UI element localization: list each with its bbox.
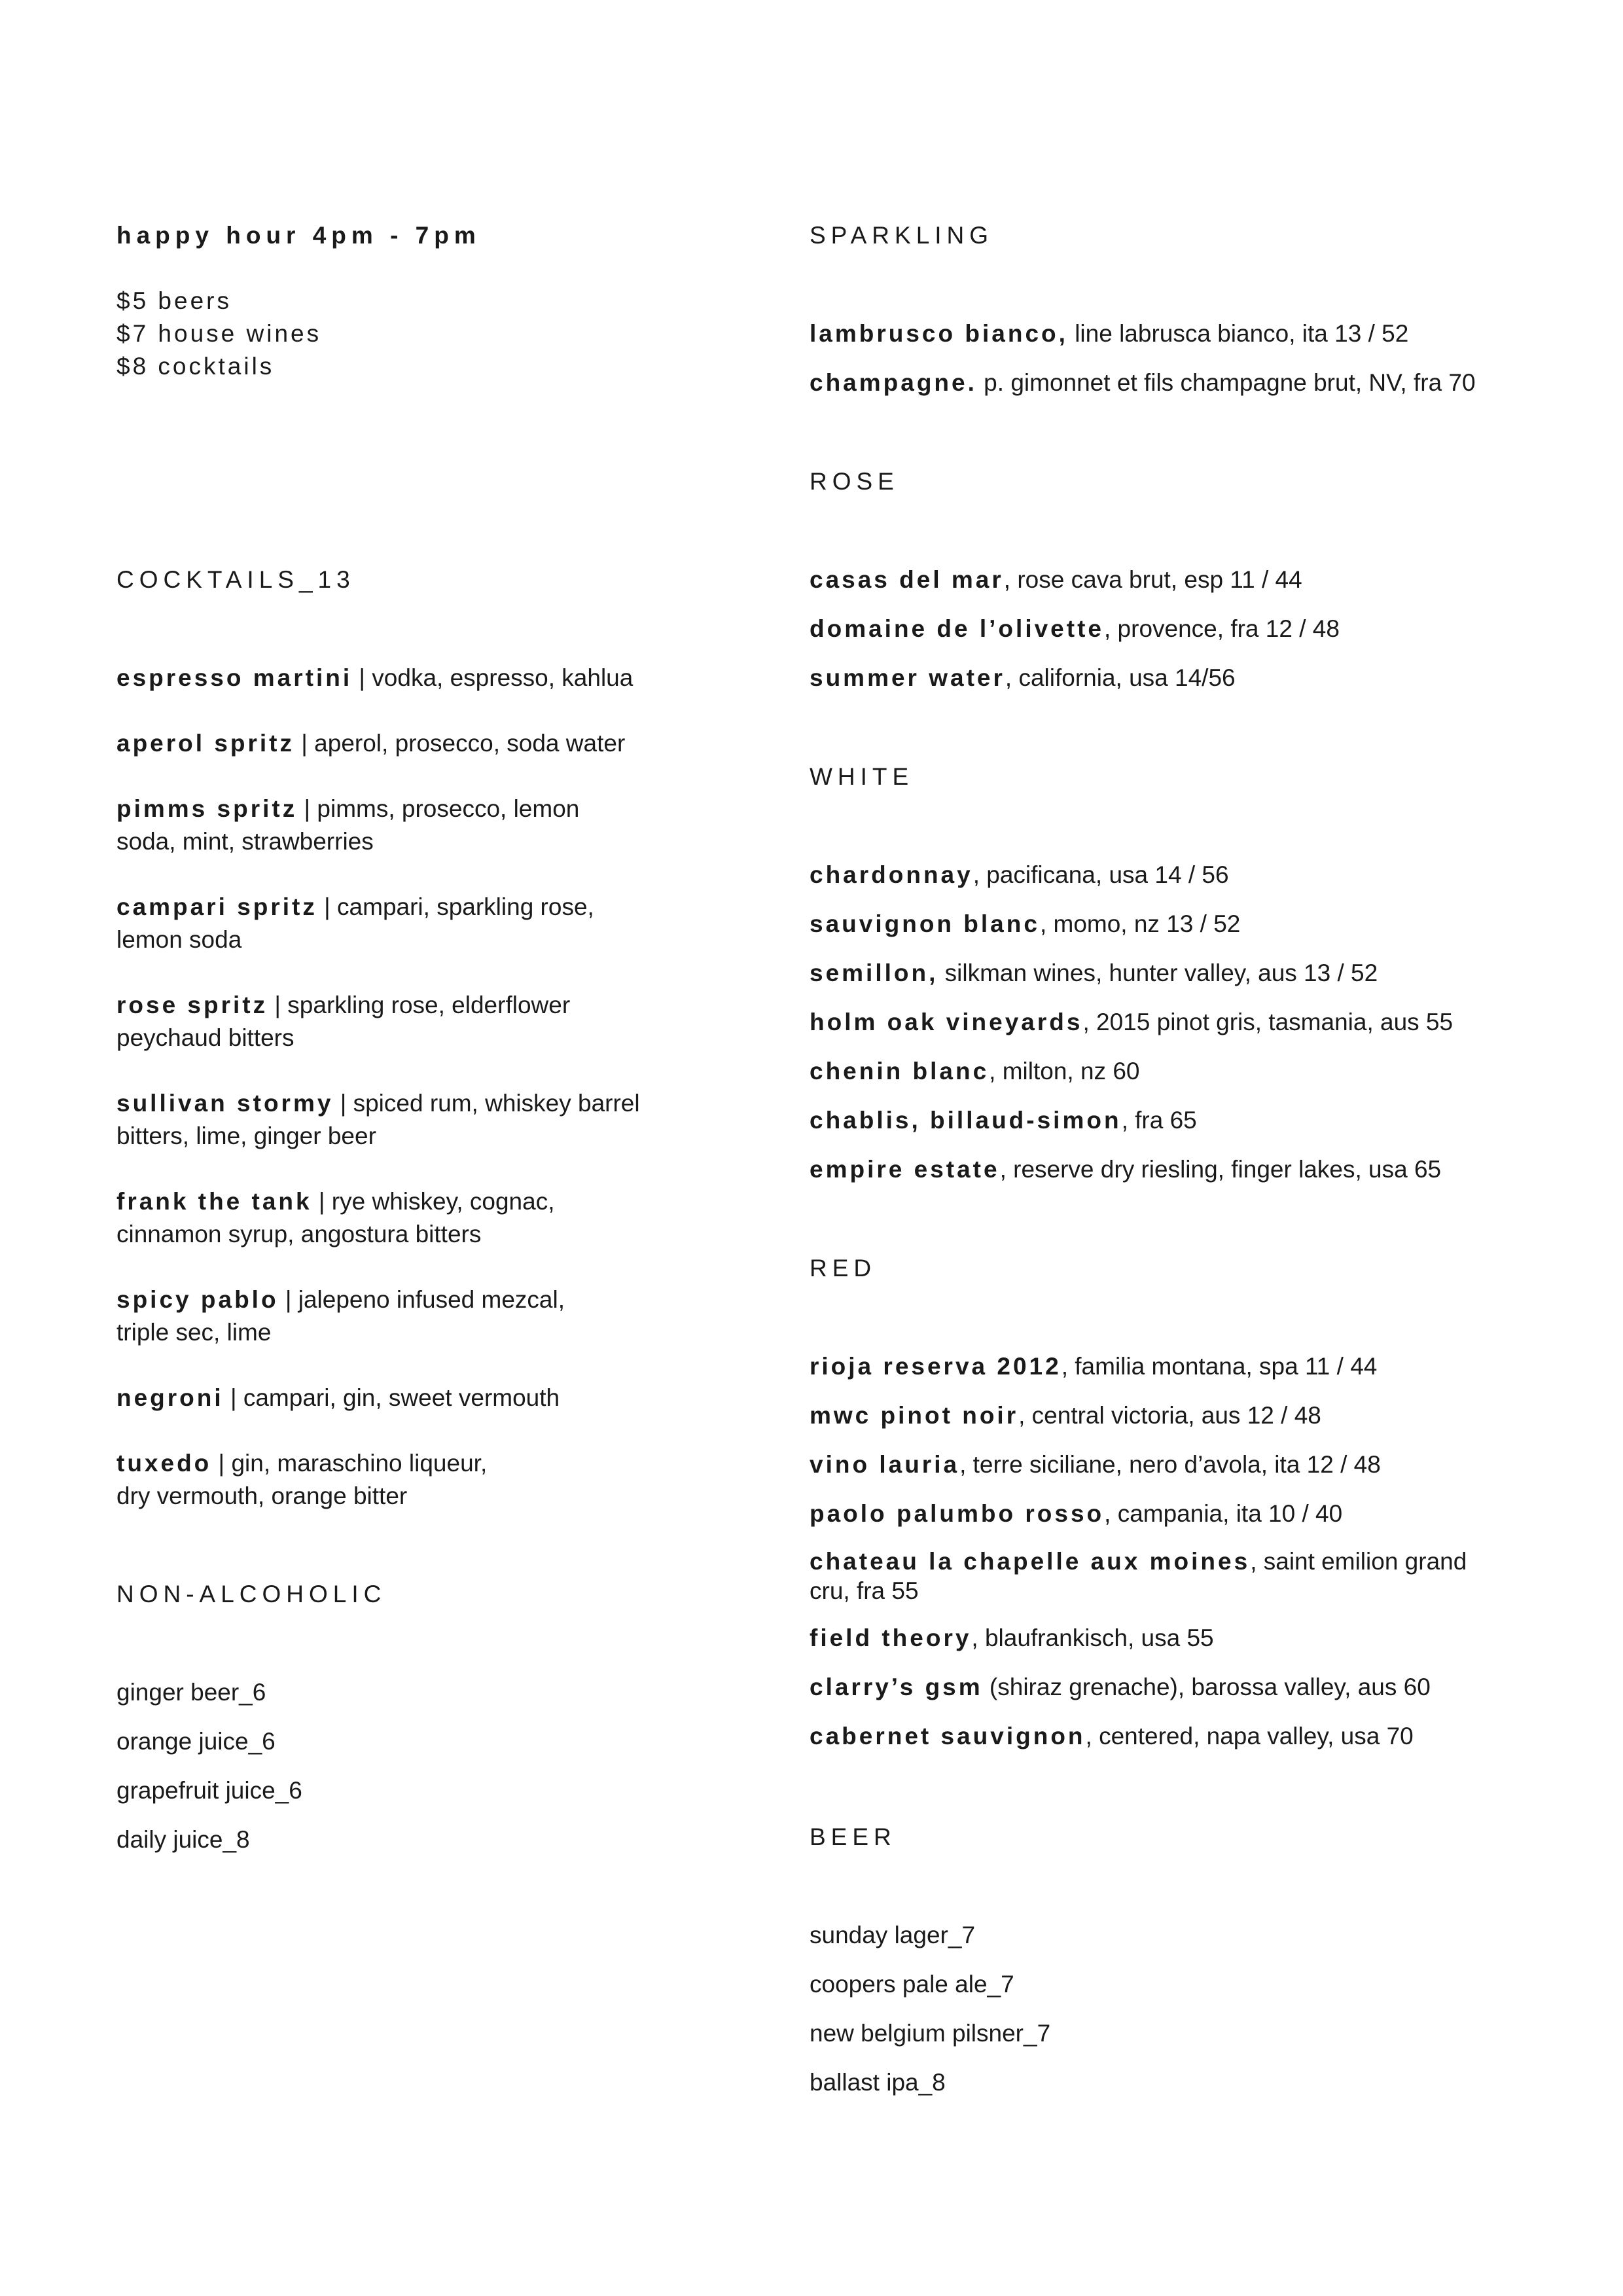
wine-item bbox=[810, 859, 1582, 891]
item-description-cont: peychaud bitters bbox=[116, 1024, 294, 1051]
item-description-cont: dry vermouth, orange bitter bbox=[116, 1482, 408, 1509]
cocktail-item bbox=[116, 1087, 738, 1153]
cocktail-item bbox=[116, 989, 738, 1054]
item-name: summer water bbox=[810, 664, 1005, 691]
cocktail-item bbox=[116, 793, 738, 858]
happy-hour-title: happy hour 4pm - 7pm bbox=[116, 222, 481, 249]
item-name: domaine de l’olivette bbox=[810, 615, 1104, 642]
item-name: sauvignon blanc bbox=[810, 910, 1040, 937]
cocktail-item bbox=[116, 662, 738, 694]
drink-item: daily juice_8 bbox=[116, 1826, 250, 1853]
wine-item bbox=[810, 662, 1582, 694]
item-name: negroni bbox=[116, 1384, 224, 1411]
item-description: | sparkling rose, elderflower bbox=[268, 992, 571, 1018]
item-description: silkman wines, hunter valley, aus 13 / 52 bbox=[938, 960, 1378, 986]
item-description: , blaufrankisch, usa 55 bbox=[971, 1624, 1214, 1651]
item-description-cont: bitters, lime, ginger beer bbox=[116, 1122, 376, 1149]
item-name: espresso martini bbox=[116, 664, 353, 691]
cocktail-item bbox=[116, 727, 738, 760]
wine-item bbox=[810, 1448, 1582, 1481]
item-description: , momo, nz 13 / 52 bbox=[1039, 910, 1241, 937]
item-description: p. gimonnet et fils champagne brut, NV, fra 70 bbox=[976, 369, 1476, 396]
item-description: , campania, ita 10 / 40 bbox=[1104, 1500, 1343, 1527]
item-description: | campari, gin, sweet vermouth bbox=[223, 1384, 560, 1411]
item-description-cont: lemon soda bbox=[116, 926, 242, 953]
item-description: | spiced rum, whiskey barrel bbox=[333, 1090, 640, 1117]
wine-item bbox=[810, 1547, 1582, 1605]
item-name: semillon, bbox=[810, 960, 938, 986]
wine-item bbox=[810, 1153, 1582, 1186]
item-description: | aperol, prosecco, soda water bbox=[294, 730, 626, 757]
item-description-cont: triple sec, lime bbox=[116, 1319, 272, 1346]
item-description-cont: soda, mint, strawberries bbox=[116, 828, 374, 855]
item-description: , terre siciliane, nero d’avola, ita 12 / 48 bbox=[959, 1451, 1381, 1478]
wine-item bbox=[810, 1720, 1582, 1753]
item-description: | vodka, espresso, kahlua bbox=[352, 664, 633, 691]
non-alcoholic-heading: NON-ALCOHOLIC bbox=[116, 1581, 387, 1607]
item-description: , california, usa 14/56 bbox=[1005, 664, 1236, 691]
item-name: sullivan stormy bbox=[116, 1090, 334, 1117]
wine-item bbox=[810, 1006, 1582, 1039]
item-name: paolo palumbo rosso bbox=[810, 1500, 1105, 1527]
drink-item: ginger beer_6 bbox=[116, 1679, 266, 1706]
wine-item bbox=[810, 908, 1582, 941]
item-description: , familia montana, spa 11 / 44 bbox=[1061, 1353, 1378, 1380]
wine-item bbox=[810, 1055, 1582, 1088]
cocktail-item bbox=[116, 1382, 738, 1414]
wine-item bbox=[810, 957, 1582, 990]
wine-item bbox=[810, 367, 1582, 399]
wine-item bbox=[810, 317, 1582, 350]
item-name: spicy pablo bbox=[116, 1286, 279, 1313]
item-description: , reserve dry riesling, finger lakes, usa 65 bbox=[999, 1156, 1442, 1183]
wine-item bbox=[810, 1399, 1582, 1432]
wine-item bbox=[810, 613, 1582, 645]
item-name: chenin blanc bbox=[810, 1058, 990, 1085]
item-description: line labrusca bianco, ita 13 / 52 bbox=[1067, 320, 1409, 347]
wine-item bbox=[810, 1622, 1582, 1655]
item-description: | gin, maraschino liqueur, bbox=[211, 1450, 488, 1477]
item-name: aperol spritz bbox=[116, 730, 294, 757]
item-name: rose spritz bbox=[116, 992, 268, 1018]
item-name: empire estate bbox=[810, 1156, 1000, 1183]
item-description: , 2015 pinot gris, tasmania, aus 55 bbox=[1082, 1009, 1454, 1035]
cocktails-section bbox=[116, 564, 738, 1545]
cocktails-heading: COCKTAILS_13 bbox=[116, 566, 355, 593]
item-description: (shiraz grenache), barossa valley, aus 60 bbox=[982, 1674, 1431, 1700]
white-section bbox=[810, 761, 1582, 1202]
item-description-cont: cinnamon syrup, angostura bitters bbox=[116, 1221, 482, 1247]
item-name: holm oak vineyards bbox=[810, 1009, 1083, 1035]
item-name: rioja reserva 2012 bbox=[810, 1353, 1061, 1380]
item-description: | jalepeno infused mezcal, bbox=[278, 1286, 565, 1313]
happy-hour-line: $8 cocktails bbox=[116, 353, 275, 380]
happy-hour-block bbox=[116, 219, 481, 383]
item-description-cont: cru, fra 55 bbox=[810, 1577, 919, 1604]
item-name: pimms spritz bbox=[116, 795, 298, 822]
red-heading: RED bbox=[810, 1255, 877, 1282]
item-name: cabernet sauvignon bbox=[810, 1723, 1086, 1749]
item-description: , central victoria, aus 12 / 48 bbox=[1018, 1402, 1321, 1429]
item-description: , saint emilion grand bbox=[1250, 1548, 1467, 1575]
item-name: field theory bbox=[810, 1624, 972, 1651]
item-description: , milton, nz 60 bbox=[989, 1058, 1140, 1085]
item-description: , rose cava brut, esp 11 / 44 bbox=[1003, 566, 1302, 593]
drink-item: grapefruit juice_6 bbox=[116, 1777, 302, 1804]
item-name: clarry’s gsm bbox=[810, 1674, 983, 1700]
rose-heading: ROSE bbox=[810, 468, 899, 495]
item-name: lambrusco bianco, bbox=[810, 320, 1068, 347]
red-section bbox=[810, 1252, 1582, 1769]
wine-item bbox=[810, 1104, 1582, 1137]
item-description: , provence, fra 12 / 48 bbox=[1103, 615, 1340, 642]
item-name: campari spritz bbox=[116, 893, 317, 920]
beer-heading: BEER bbox=[810, 1823, 897, 1850]
item-name: chablis, billaud-simon bbox=[810, 1107, 1122, 1134]
item-name: mwc pinot noir bbox=[810, 1402, 1019, 1429]
item-description: , pacificana, usa 14 / 56 bbox=[972, 861, 1229, 888]
wine-item bbox=[810, 1350, 1582, 1383]
cocktail-item bbox=[116, 1185, 738, 1251]
wine-item bbox=[810, 1498, 1582, 1530]
sparkling-heading: SPARKLING bbox=[810, 222, 994, 249]
item-name: tuxedo bbox=[116, 1450, 212, 1477]
wine-item bbox=[810, 564, 1582, 596]
beer-item: sunday lager_7 bbox=[810, 1922, 976, 1948]
beer-item: new belgium pilsner_7 bbox=[810, 2020, 1051, 2047]
item-description: | rye whiskey, cognac, bbox=[312, 1188, 555, 1215]
item-name: vino lauria bbox=[810, 1451, 960, 1478]
white-heading: WHITE bbox=[810, 763, 914, 790]
item-name: casas del mar bbox=[810, 566, 1004, 593]
rose-section bbox=[810, 465, 1582, 711]
happy-hour-line: $5 beers bbox=[116, 287, 232, 314]
drink-item: orange juice_6 bbox=[116, 1728, 276, 1755]
item-description: | campari, sparkling rose, bbox=[317, 893, 594, 920]
item-description: | pimms, prosecco, lemon bbox=[297, 795, 580, 822]
item-name: chateau la chapelle aux moines bbox=[810, 1548, 1251, 1575]
cocktail-item bbox=[116, 1447, 738, 1513]
item-description: , centered, napa valley, usa 70 bbox=[1085, 1723, 1414, 1749]
beer-item: coopers pale ale_7 bbox=[810, 1971, 1014, 1998]
item-name: frank the tank bbox=[116, 1188, 312, 1215]
item-description: , fra 65 bbox=[1121, 1107, 1197, 1134]
item-name: chardonnay bbox=[810, 861, 973, 888]
cocktail-item bbox=[116, 1283, 738, 1349]
beer-section bbox=[810, 1821, 1582, 2115]
wine-item bbox=[810, 1671, 1582, 1704]
cocktail-item bbox=[116, 891, 738, 956]
happy-hour-line: $7 house wines bbox=[116, 320, 322, 347]
beer-item: ballast ipa_8 bbox=[810, 2069, 946, 2096]
sparkling-section bbox=[810, 219, 1582, 416]
non-alcoholic-section bbox=[116, 1578, 738, 1873]
item-name: champagne. bbox=[810, 369, 977, 396]
